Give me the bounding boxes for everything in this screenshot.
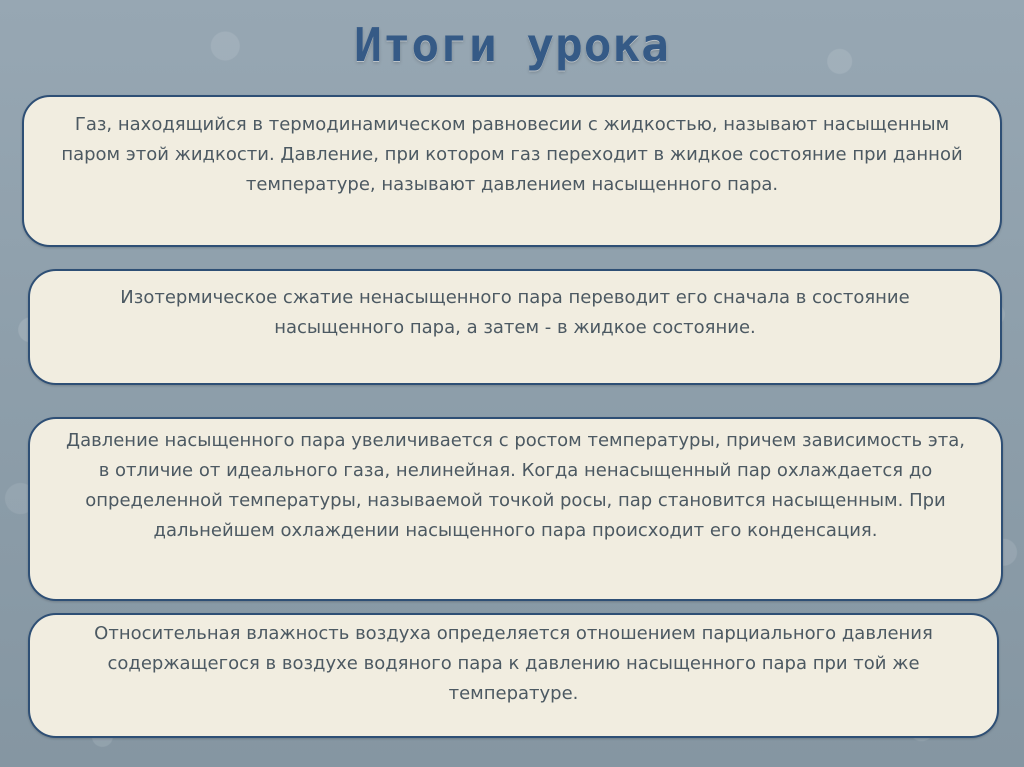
- summary-text-2: Изотермическое сжатие ненасыщенного пара переводит его сначала в состояние насыщенного пара, а затем - в жидкое состояние.: [120, 287, 910, 338]
- summary-text-3: Давление насыщенного пара увеличивается с ростом температуры, причем зависимость эта, в отличие от идеального газа, нелинейная. Когда ненасыщенный пар охлаждается до определенной температуры, называемой точкой росы, пар становится насыщенным. При дальнейшем охлаждении насыщенного пара происходит его конденсация.: [66, 430, 965, 541]
- summary-box-1: [22, 95, 1002, 247]
- slide-title: Итоги урока: [354, 18, 670, 72]
- summary-text-1: Газ, находящийся в термодинамическом равновесии с жидкостью, называют насыщенным паром этой жидкости. Давление, при котором газ переходит в жидкое состояние при данной температуре, называют давлением насыщенного пара.: [61, 114, 963, 195]
- summary-text-4: Относительная влажность воздуха определяется отношением парциального давления содержащегося в воздухе водяного пара к давлению насыщенного пара при той же температуре.: [94, 623, 933, 704]
- summary-box-3: [28, 417, 1003, 601]
- summary-box-4: [28, 613, 999, 738]
- summary-box-2: [28, 269, 1002, 385]
